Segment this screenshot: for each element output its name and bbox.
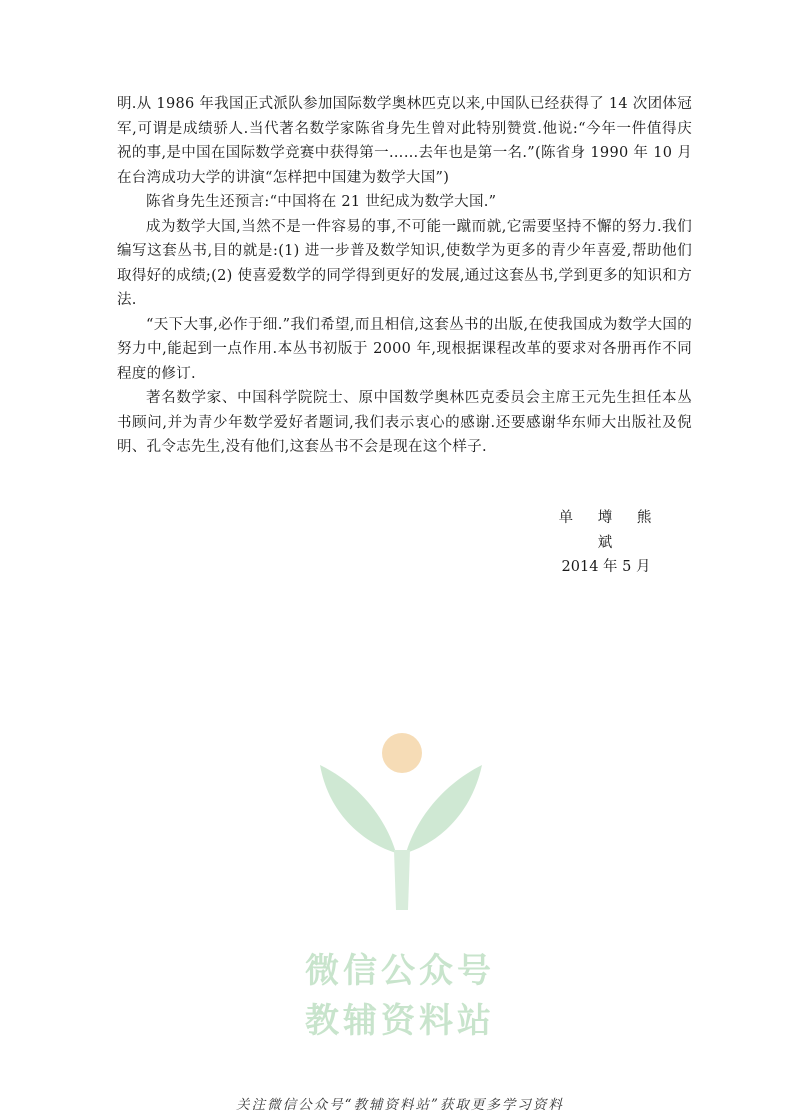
signature-date: 2014 年 5 月 bbox=[561, 559, 651, 575]
paragraph-hope: “天下大事,必作于细.”我们希望,而且相信,这套丛书的出版,在使我国成为数学大国的努力中,能起到一点作用.本丛书初版于 2000 年,现根据课程改革的要求对各册再作不同程度的修订. bbox=[117, 316, 692, 382]
paragraph-prediction: 陈省身先生还预言:“中国将在 21 世纪成为数学大国.” bbox=[146, 194, 497, 210]
preface-body bbox=[117, 92, 692, 460]
footer-promo-note: 关注微信公众号“教辅资料站”获取更多学习资料 bbox=[236, 1097, 564, 1113]
watermark-logo-icon bbox=[310, 725, 490, 915]
signature-block bbox=[540, 506, 680, 580]
paragraph-continuation: 明.从 1986 年我国正式派队参加国际数学奥林匹克以来,中国队已经获得了 14 次团体冠军,可谓是成绩骄人.当代著名数学家陈省身先生曾对此特别赞赏.他说:“今年一件值得庆祝的事,是中国在国际数学竞赛中获得第一……去年也是第一名.”(陈省身 1990 年 10 月在台湾成功大学的讲演“怎样把中国建为数学大国”) bbox=[117, 96, 693, 186]
watermark-line-wechat: 微信公众号 bbox=[305, 951, 495, 991]
watermark-line-site: 教辅资料站 bbox=[305, 1001, 495, 1041]
author-names: 单 墫 熊 斌 bbox=[558, 510, 662, 551]
paragraph-thanks: 著名数学家、中国科学院院士、原中国数学奥林匹克委员会主席王元先生担任本丛书顾问,并为青少年数学爱好者题词,我们表示衷心的感谢.还要感谢华东师大出版社及倪明、孔令志先生,没有他们,这套丛书不会是现在这个样子. bbox=[117, 390, 692, 455]
watermark bbox=[280, 725, 520, 1045]
paragraph-purpose: 成为数学大国,当然不是一件容易的事,不可能一蹴而就,它需要坚持不懈的努力.我们编写这套丛书,目的就是:(1) 进一步普及数学知识,使数学为更多的青少年喜爱,帮助他们取得好的成绩;(2) 使喜爱数学的同学得到更好的发展,通过这套丛书,学到更多的知识和方法. bbox=[117, 218, 692, 308]
